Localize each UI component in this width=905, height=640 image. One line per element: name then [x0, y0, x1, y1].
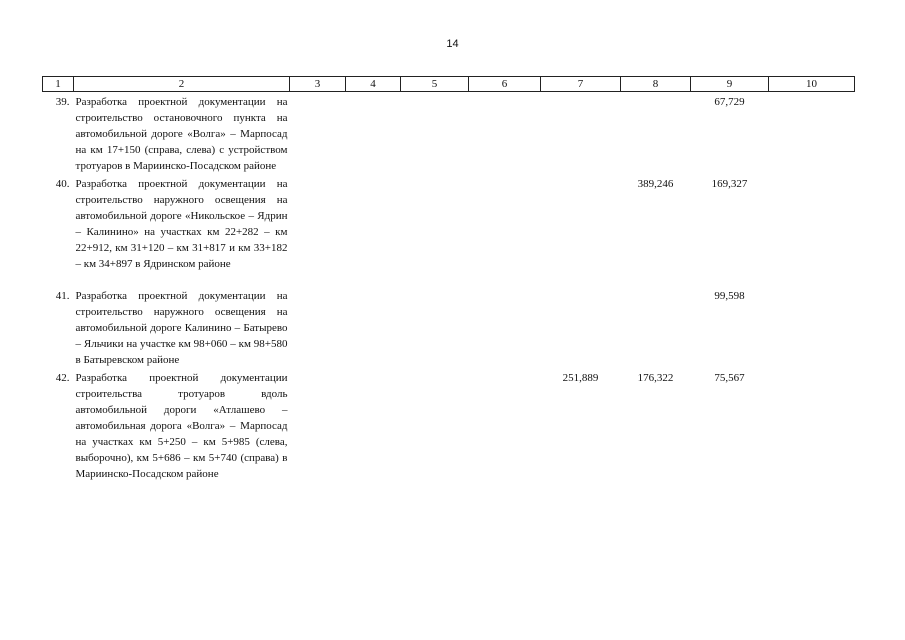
cell-col10 [769, 92, 855, 175]
cell-col6 [469, 286, 541, 368]
column-header: 6 [469, 77, 541, 92]
column-header: 1 [43, 77, 74, 92]
cell-col10 [769, 286, 855, 368]
cell-col10 [769, 174, 855, 272]
cell-col6 [469, 368, 541, 482]
cell-col5 [401, 368, 469, 482]
table-row [43, 368, 855, 482]
row-number: 42. [55, 372, 70, 384]
cell-col8: 176,322 [637, 372, 674, 384]
cell-col9: 99,598 [714, 290, 745, 302]
column-header: 7 [541, 77, 621, 92]
table-header-row [43, 77, 855, 92]
cell-col6 [469, 174, 541, 272]
cell-col4 [346, 174, 401, 272]
cell-col9: 169,327 [711, 178, 748, 190]
row-description: Разработка проектной документации строительства тротуаров вдоль автомобильной дороги «Атлашево – автомобильная дорога «Волга» – Марпосад на участках км 5+250 – км 5+985 (слева, выборочно), км 5+686 – км 5+740 (справа) в Мариинско-Посадском районе [75, 372, 288, 480]
row-number: 41. [55, 290, 70, 302]
cell-col9: 75,567 [714, 372, 745, 384]
cell-col10 [769, 368, 855, 482]
column-header: 5 [401, 77, 469, 92]
column-header: 2 [74, 77, 290, 92]
cell-col7 [541, 286, 621, 368]
cell-col3 [290, 174, 346, 272]
cell-col7 [541, 92, 621, 175]
row-number: 39. [55, 96, 70, 108]
cell-col5 [401, 174, 469, 272]
table-row [43, 92, 855, 175]
table-row [43, 174, 855, 272]
cell-col7: 251,889 [562, 372, 599, 384]
cell-col4 [346, 368, 401, 482]
cell-col8 [621, 286, 691, 368]
page-number: 14 [446, 38, 459, 50]
row-number: 40. [55, 178, 70, 190]
budget-table [42, 76, 855, 482]
cell-col3 [290, 368, 346, 482]
column-header: 4 [346, 77, 401, 92]
cell-col3 [290, 92, 346, 175]
row-description: Разработка проектной документации на строительство наружного освещения на автомобильной дороге Калинино – Батырево – Яльчики на участке км 98+060 – км 98+580 в Батыревском районе [75, 290, 288, 366]
row-description: Разработка проектной документации на строительство наружного освещения на автомобильной дороге «Никольское – Ядрин – Калинино» на участках км 22+282 – км 22+912, км 31+120 – км 31+817 и км 33+182 – км 34+897 в Ядринском районе [75, 178, 288, 270]
cell-col8 [621, 92, 691, 175]
cell-col9: 67,729 [714, 96, 745, 108]
table-row [43, 286, 855, 368]
cell-col4 [346, 286, 401, 368]
cell-col8: 389,246 [637, 178, 674, 190]
cell-col4 [346, 92, 401, 175]
column-header: 9 [691, 77, 769, 92]
column-header: 8 [621, 77, 691, 92]
row-description: Разработка проектной документации на строительство остановочного пункта на автомобильной дороге «Волга» – Марпосад на км 17+150 (справа, слева) с устройством тротуаров в Мариинско-Посадском районе [75, 96, 288, 172]
cell-col6 [469, 92, 541, 175]
cell-col5 [401, 92, 469, 175]
cell-col3 [290, 286, 346, 368]
column-header: 10 [769, 77, 855, 92]
row-spacer [43, 272, 855, 286]
column-header: 3 [290, 77, 346, 92]
cell-col7 [541, 174, 621, 272]
cell-col5 [401, 286, 469, 368]
